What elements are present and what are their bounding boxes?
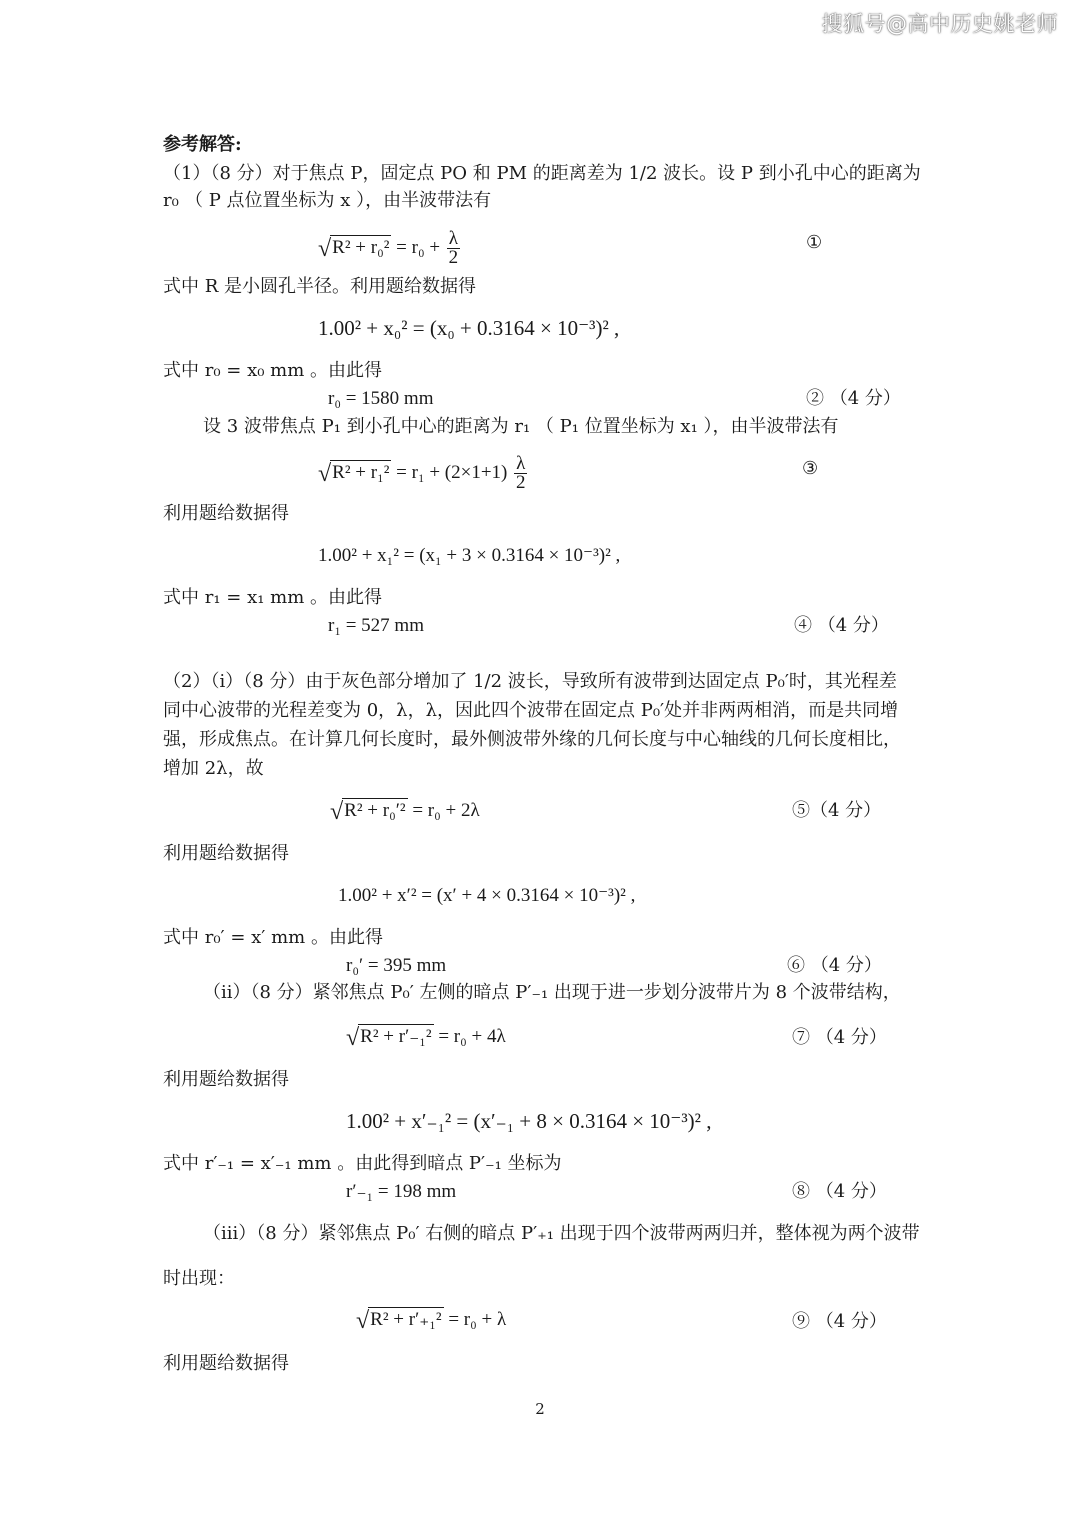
text-line-2: （ P 点位置坐标为 x ），由半波带法有 (185, 190, 492, 211)
equation-6: 1.00² + x′² = (x′ + 4 × 0.3164 × 10⁻³)² , (338, 885, 636, 906)
watermark: 搜狐号@高中历史姚老师 (821, 12, 1058, 36)
mark-6: ⑥ （4 分） (787, 955, 882, 976)
text-line-4: 式中 r₀ = x₀ mm 。由此得 (163, 360, 383, 381)
equation-2: 1.00² + x₀² = (x₀ + 0.3164 × 10⁻³)² , (318, 316, 620, 340)
numerator: λ (516, 453, 526, 474)
sqrt-term: R² + r′₋₁² (360, 1026, 432, 1047)
mark-9: ⑨ （4 分） (792, 1311, 887, 1332)
mark-1: ① (806, 232, 823, 253)
denominator: 2 (515, 472, 526, 493)
mark-3: ③ (802, 458, 819, 479)
sqrt-term: R² + r₀² (332, 236, 390, 258)
text-line-16: 式中 r′₋₁ = x′₋₁ mm 。由此得到暗点 P′₋₁ 坐标为 (163, 1153, 562, 1174)
text-line-11: 增加 2λ，故 (163, 758, 264, 779)
equation-7: √R² + r′₋₁² = r₀ + 4λ (346, 1025, 506, 1051)
equation-1: √R² + r₀² = r₀ + $\frac{\lambda}{2}$ (318, 228, 459, 268)
text-line-5: 设 3 波带焦点 P₁ 到小孔中心的距离为 r₁ （ P₁ 位置坐标为 x₁ ），由半波带法有 (203, 416, 839, 437)
equation-rhs: = r₁ + (2×1+1) (396, 461, 508, 483)
text-line-19: 利用题给数据得 (163, 1353, 289, 1374)
text-line-12: 利用题给数据得 (163, 843, 289, 864)
text-line-13: 式中 r₀′ = x′ mm 。由此得 (163, 927, 383, 948)
text-line-10: 强，形成焦点。在计算几何长度时，最外侧波带外缘的几何长度与中心轴线的几何长度相比， (163, 729, 901, 750)
equation-result-r1: r₁ = 527 mm (328, 615, 424, 636)
mark-7: ⑦ （4 分） (792, 1027, 887, 1048)
sqrt-term: R² + r₁² (332, 461, 390, 483)
denominator: 2 (448, 247, 459, 268)
r0-symbol: r₀ (163, 190, 179, 211)
page-number: 2 (535, 1400, 545, 1418)
equation-result-r0: r₀ = 1580 mm (328, 388, 434, 409)
numerator: λ (448, 228, 459, 249)
equation-rhs: = r₀ + 2λ (412, 800, 480, 821)
sqrt-term: R² + r₀′² (344, 800, 406, 821)
equation-4: 1.00² + x₁² = (x₁ + 3 × 0.3164 × 10⁻³)² , (318, 545, 621, 566)
text-line-1: （1）（8 分）对于焦点 P，固定点 PO 和 PM 的距离差为 1/2 波长。设 P 到小孔中心的距离为 (163, 163, 921, 184)
equation-rhs: = r₀ + 4λ (438, 1026, 506, 1047)
text-line-3: 式中 R 是小圆孔半径。利用题给数据得 (163, 276, 476, 297)
text-line-18: 时出现： (163, 1268, 235, 1289)
equation-rhs: = r₀ + (396, 236, 441, 258)
text-line-7: 式中 r₁ = x₁ mm 。由此得 (163, 587, 383, 608)
text-line-15: 利用题给数据得 (163, 1069, 289, 1090)
text-line-14: （ii）（8 分）紧邻焦点 P₀′ 左侧的暗点 P′₋₁ 出现于进一步划分波带片为 8 个波带结构， (203, 982, 901, 1003)
mark-8: ⑧ （4 分） (792, 1181, 887, 1202)
equation-result-r0-prime: r₀′ = 395 mm (346, 955, 447, 976)
mark-4: ④ （4 分） (794, 615, 889, 636)
fraction (514, 455, 527, 492)
equation-result-r-minus-1: r′₋₁ = 198 mm (346, 1181, 457, 1202)
text-line-8: （2）（i）（8 分）由于灰色部分增加了 1/2 波长，导致所有波带到达固定点 P₀′时，其光程差 (163, 671, 897, 692)
equation-8: 1.00² + x′₋₁² = (x′₋₁ + 8 × 0.3164 × 10⁻³)² , (346, 1109, 712, 1133)
text-line-6: 利用题给数据得 (163, 503, 289, 524)
equation-3: √R² + r₁² = r₁ + (2×1+1) $\frac{\lambda}{2}$ (318, 453, 526, 493)
sqrt-term: R² + r′₊₁² (370, 1309, 442, 1330)
equation-9: √R² + r′₊₁² = r₀ + λ (356, 1308, 507, 1334)
fraction (447, 230, 460, 267)
text-line-17: （iii）（8 分）紧邻焦点 P₀′ 右侧的暗点 P′₊₁ 出现于四个波带两两归并，整体视为两个波带 (203, 1223, 920, 1244)
equation-rhs: = r₀ + λ (448, 1309, 507, 1330)
mark-5: ⑤（4 分） (792, 800, 882, 821)
equation-5: √R² + r₀′² = r₀ + 2λ (330, 799, 480, 825)
text-line-9: 同中心波带的光程差变为 0，λ，λ，因此四个波带在固定点 P₀′处并非两两相消，而是共同增 (163, 700, 899, 721)
answer-heading: 参考解答: (163, 134, 242, 155)
mark-2: ② （4 分） (806, 388, 901, 409)
